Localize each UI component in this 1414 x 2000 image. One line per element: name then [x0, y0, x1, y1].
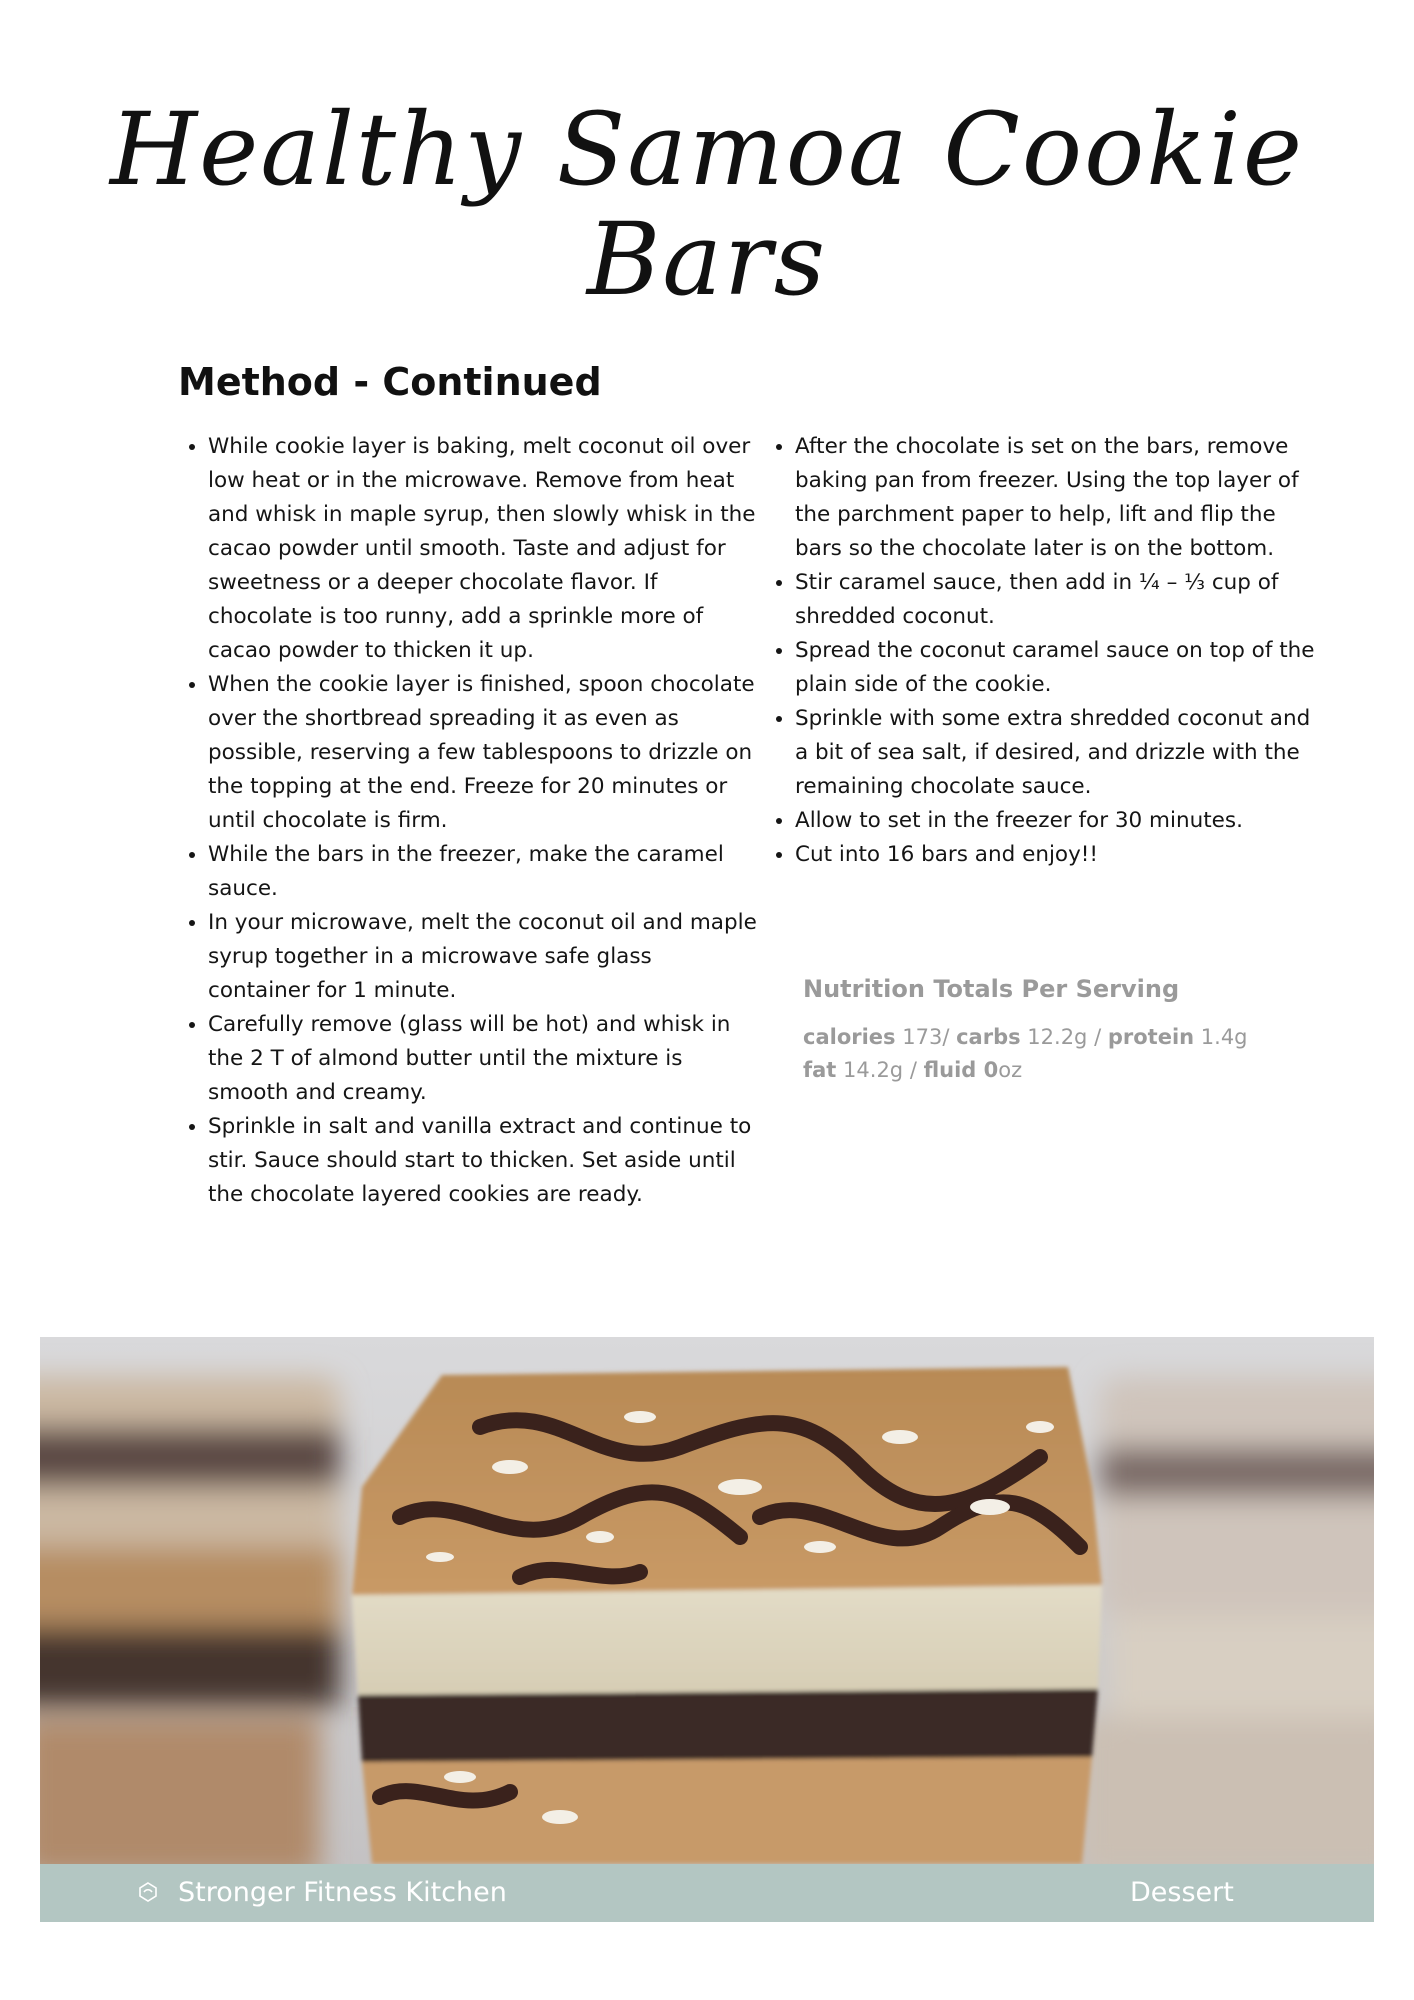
footer-category: Dessert	[1130, 1877, 1234, 1908]
calories-value: 173/	[902, 1025, 950, 1049]
fluid-unit: oz	[998, 1058, 1023, 1082]
method-list-left	[178, 430, 758, 1212]
carbs-value: 12.2g	[1027, 1025, 1088, 1049]
method-step: • Sprinkle in salt and vanilla extract and continue to stir. Sauce should start to thicken. Set aside until the chocolate layered cookies are ready.	[208, 1110, 758, 1212]
method-step: • While cookie layer is baking, melt coconut oil over low heat or in the microwave. Remove from heat and whisk in maple syrup, then slowly whisk in the cacao powder until smooth. Taste and adjust for sweetness or a deeper chocolate flavor. If chocolate is too runny, add a sprinkle more of cacao powder to thicken it up.	[208, 430, 758, 668]
method-step: • In your microwave, melt the coconut oil and maple syrup together in a microwave safe glass container for 1 minute.	[208, 906, 758, 1008]
method-step: • Cut into 16 bars and enjoy!!	[795, 838, 1325, 872]
fat-label: fat	[803, 1058, 837, 1082]
footer-brand: Stronger Fitness Kitchen	[178, 1877, 507, 1908]
method-step: • Carefully remove (glass will be hot) and whisk in the 2 T of almond butter until the mixture is smooth and creamy.	[208, 1008, 758, 1110]
dessert-photo	[40, 1337, 1374, 1864]
carbs-label: carbs	[956, 1025, 1021, 1049]
separator: /	[909, 1058, 917, 1082]
separator: /	[1094, 1025, 1102, 1049]
method-step: • Allow to set in the freezer for 30 minutes.	[795, 804, 1325, 838]
method-step: • While the bars in the freezer, make the caramel sauce.	[208, 838, 758, 906]
fluid-label: fluid 0	[923, 1058, 999, 1082]
protein-value: 1.4g	[1200, 1025, 1248, 1049]
nutrition-line-2	[803, 1054, 1283, 1087]
recipe-title: Healthy Samoa Cookie Bars	[109, 91, 1305, 318]
fat-value: 14.2g	[843, 1058, 904, 1082]
method-step: • Spread the coconut caramel sauce on top of the plain side of the cookie.	[795, 634, 1325, 702]
section-heading: Method - Continued	[178, 360, 602, 404]
brand-logo-icon	[136, 1880, 160, 1904]
footer-bar	[40, 1864, 1374, 1922]
nutrition-title: Nutrition Totals Per Serving	[803, 975, 1180, 1003]
method-list-right	[765, 430, 1325, 872]
calories-label: calories	[803, 1025, 896, 1049]
nutrition-box	[803, 975, 1283, 1087]
method-step: • After the chocolate is set on the bars, remove baking pan from freezer. Using the top layer of the parchment paper to help, lift and flip the bars so the chocolate later is on the bottom.	[795, 430, 1325, 566]
method-step: • When the cookie layer is finished, spoon chocolate over the shortbread spreading it as even as possible, reserving a few tablespoons to drizzle on the topping at the end. Freeze for 20 minutes or until chocolate is firm.	[208, 668, 758, 838]
method-step: • Sprinkle with some extra shredded coconut and a bit of sea salt, if desired, and drizzle with the remaining chocolate sauce.	[795, 702, 1325, 804]
method-step: • Stir caramel sauce, then add in ¼ – ⅓ cup of shredded coconut.	[795, 566, 1325, 634]
nutrition-line-1	[803, 1021, 1283, 1054]
protein-label: protein	[1107, 1025, 1195, 1049]
